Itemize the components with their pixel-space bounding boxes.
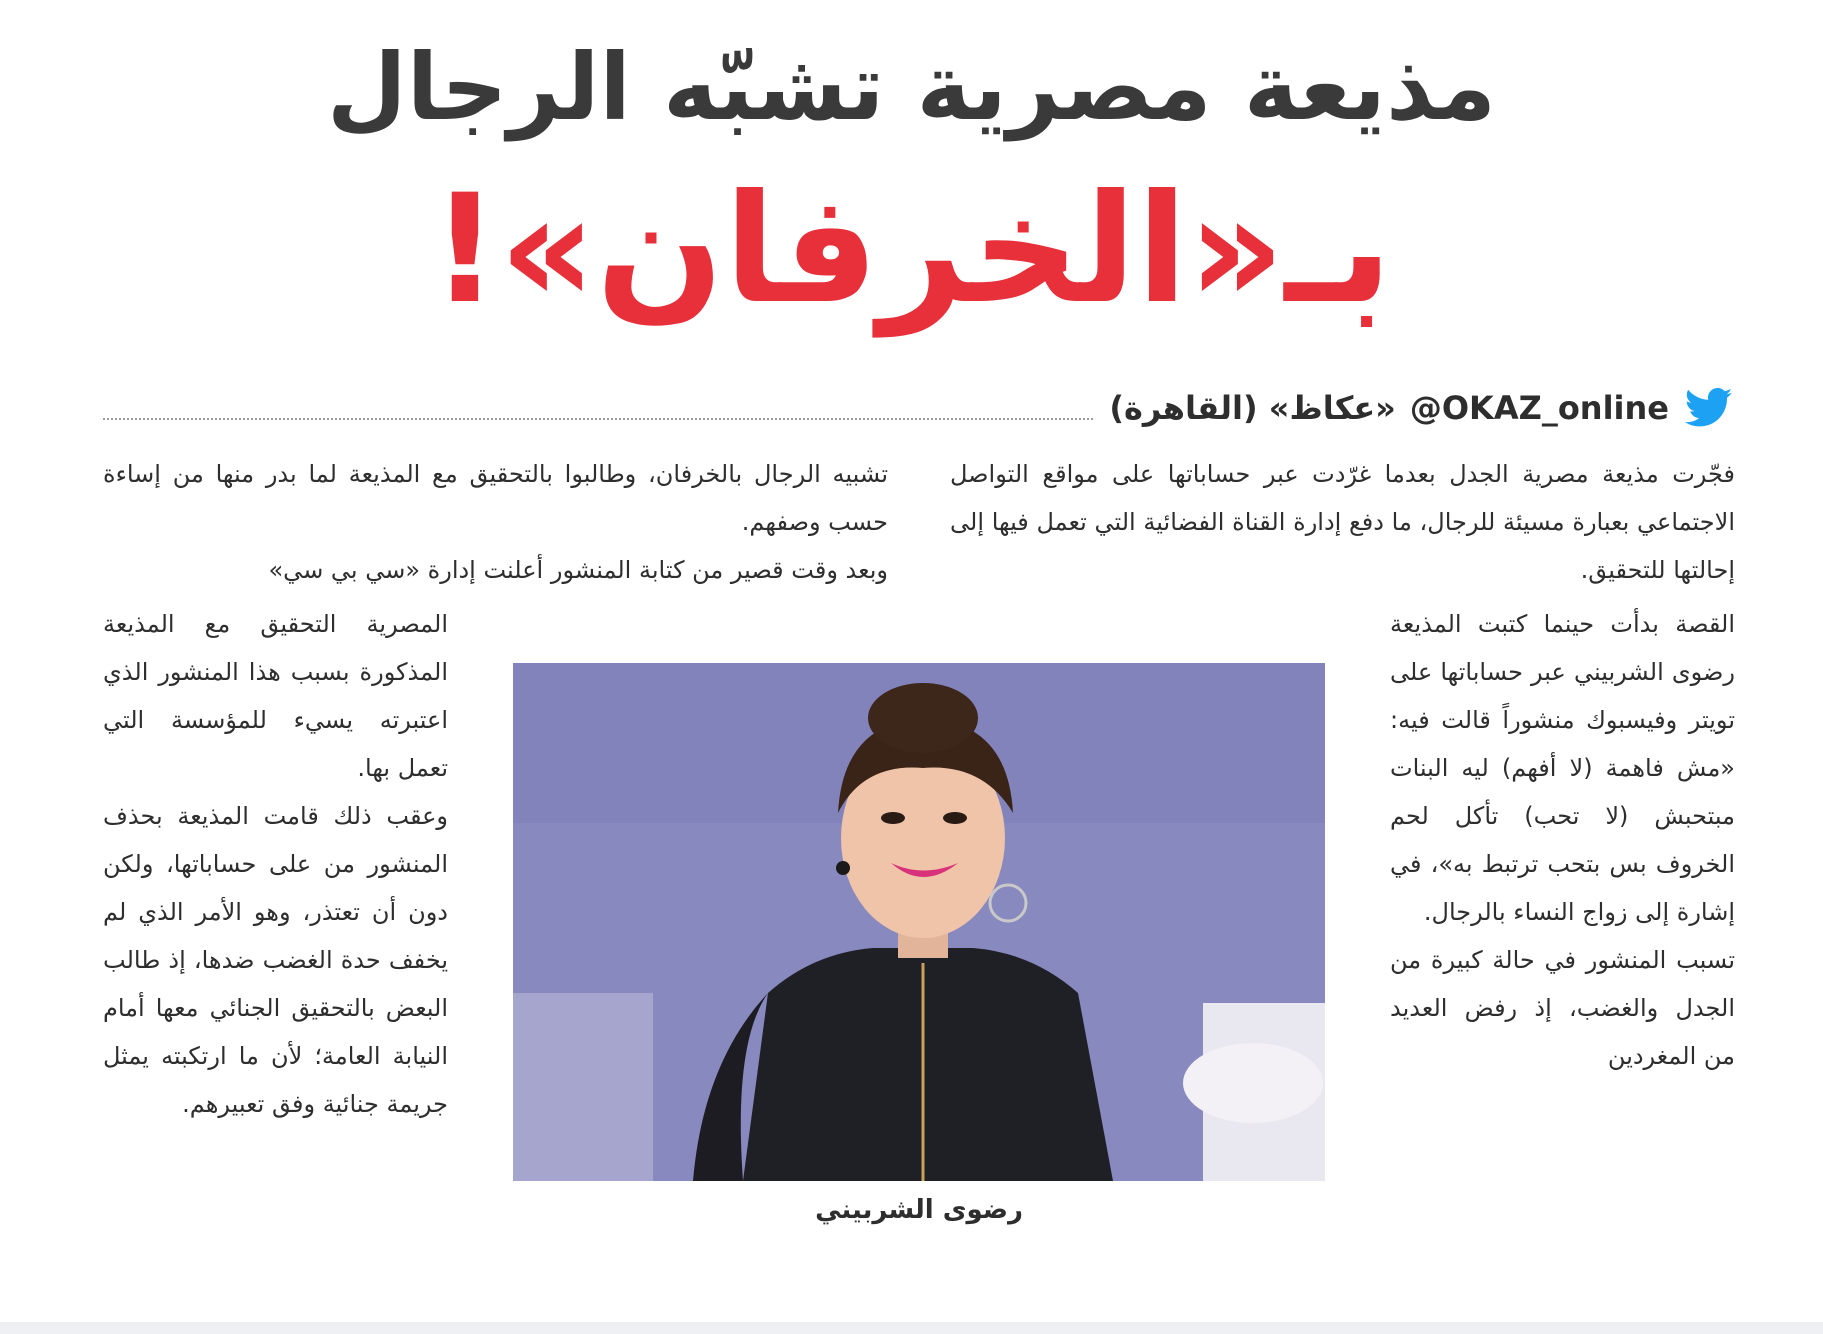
article-column-left: [103, 600, 448, 1128]
byline: [1109, 385, 1735, 431]
headline-line-2: بـ«الخرفان»!: [430, 163, 1393, 337]
article-paragraph-intro: [950, 450, 1735, 594]
article-paragraph-continued: [103, 450, 888, 594]
photo-caption: رضوى الشربيني: [815, 1195, 1023, 1225]
paragraph-text: وبعد وقت قصير من كتابة المنشور أعلنت إدارة «سي بي سي»: [268, 556, 888, 584]
byline-divider: [103, 418, 1093, 420]
paragraph-text: تشبيه الرجال بالخرفان، وطالبوا بالتحقيق مع المذيعة لما بدر منها من إساءة حسب وصفهم.: [103, 460, 888, 536]
article-column-right: [1390, 600, 1735, 1080]
paragraph-text: تسبب المنشور في حالة كبيرة من الجدل والغضب، إذ رفض العديد من المغردين: [1390, 946, 1735, 1070]
headline-line-1: مذيعة مصرية تشبّه الرجال: [326, 34, 1497, 141]
byline-handle[interactable]: @OKAZ_online: [1409, 389, 1669, 427]
paragraph-text: وعقب ذلك قامت المذيعة بحذف المنشور من على حساباتها، ولكن دون أن تعتذر، وهو الأمر الذي لم يخفف حدة الغضب ضدها، إذ طالب البعض بالتحقيق الجنائي معها أمام النيابة العامة؛ لأن ما ارتكبته يمثل جريمة جنائية وفق تعبيرهم.: [103, 802, 448, 1118]
portrait-illustration: [513, 663, 1325, 1181]
byline-source: «عكاظ» (القاهرة): [1109, 389, 1396, 427]
paragraph-text: القصة بدأت حينما كتبت المذيعة رضوى الشربيني عبر حساباتها على تويتر وفيسبوك منشوراً قالت فيه: «مش فاهمة (لا أفهم) ليه البنات مبتحبش (لا تحب) تأكل لحم الخروف بس بتحب ترتبط به»، في إشارة إلى زواج النساء بالرجال.: [1390, 610, 1735, 926]
paragraph-text: فجّرت مذيعة مصرية الجدل بعدما غرّدت عبر حساباتها على مواقع التواصل الاجتماعي بعبارة مسيئة للرجال، ما دفع إدارة القناة الفضائية التي تعمل فيها إلى إحالتها للتحقيق.: [950, 460, 1735, 584]
article-photo: [513, 663, 1325, 1181]
paragraph-text: المصرية التحقيق مع المذيعة المذكورة بسبب هذا المنشور الذي اعتبرته يسيء للمؤسسة التي تعمل بها.: [103, 610, 448, 782]
page-bottom-strip: [0, 1322, 1823, 1334]
twitter-bird-icon: [1683, 388, 1735, 428]
